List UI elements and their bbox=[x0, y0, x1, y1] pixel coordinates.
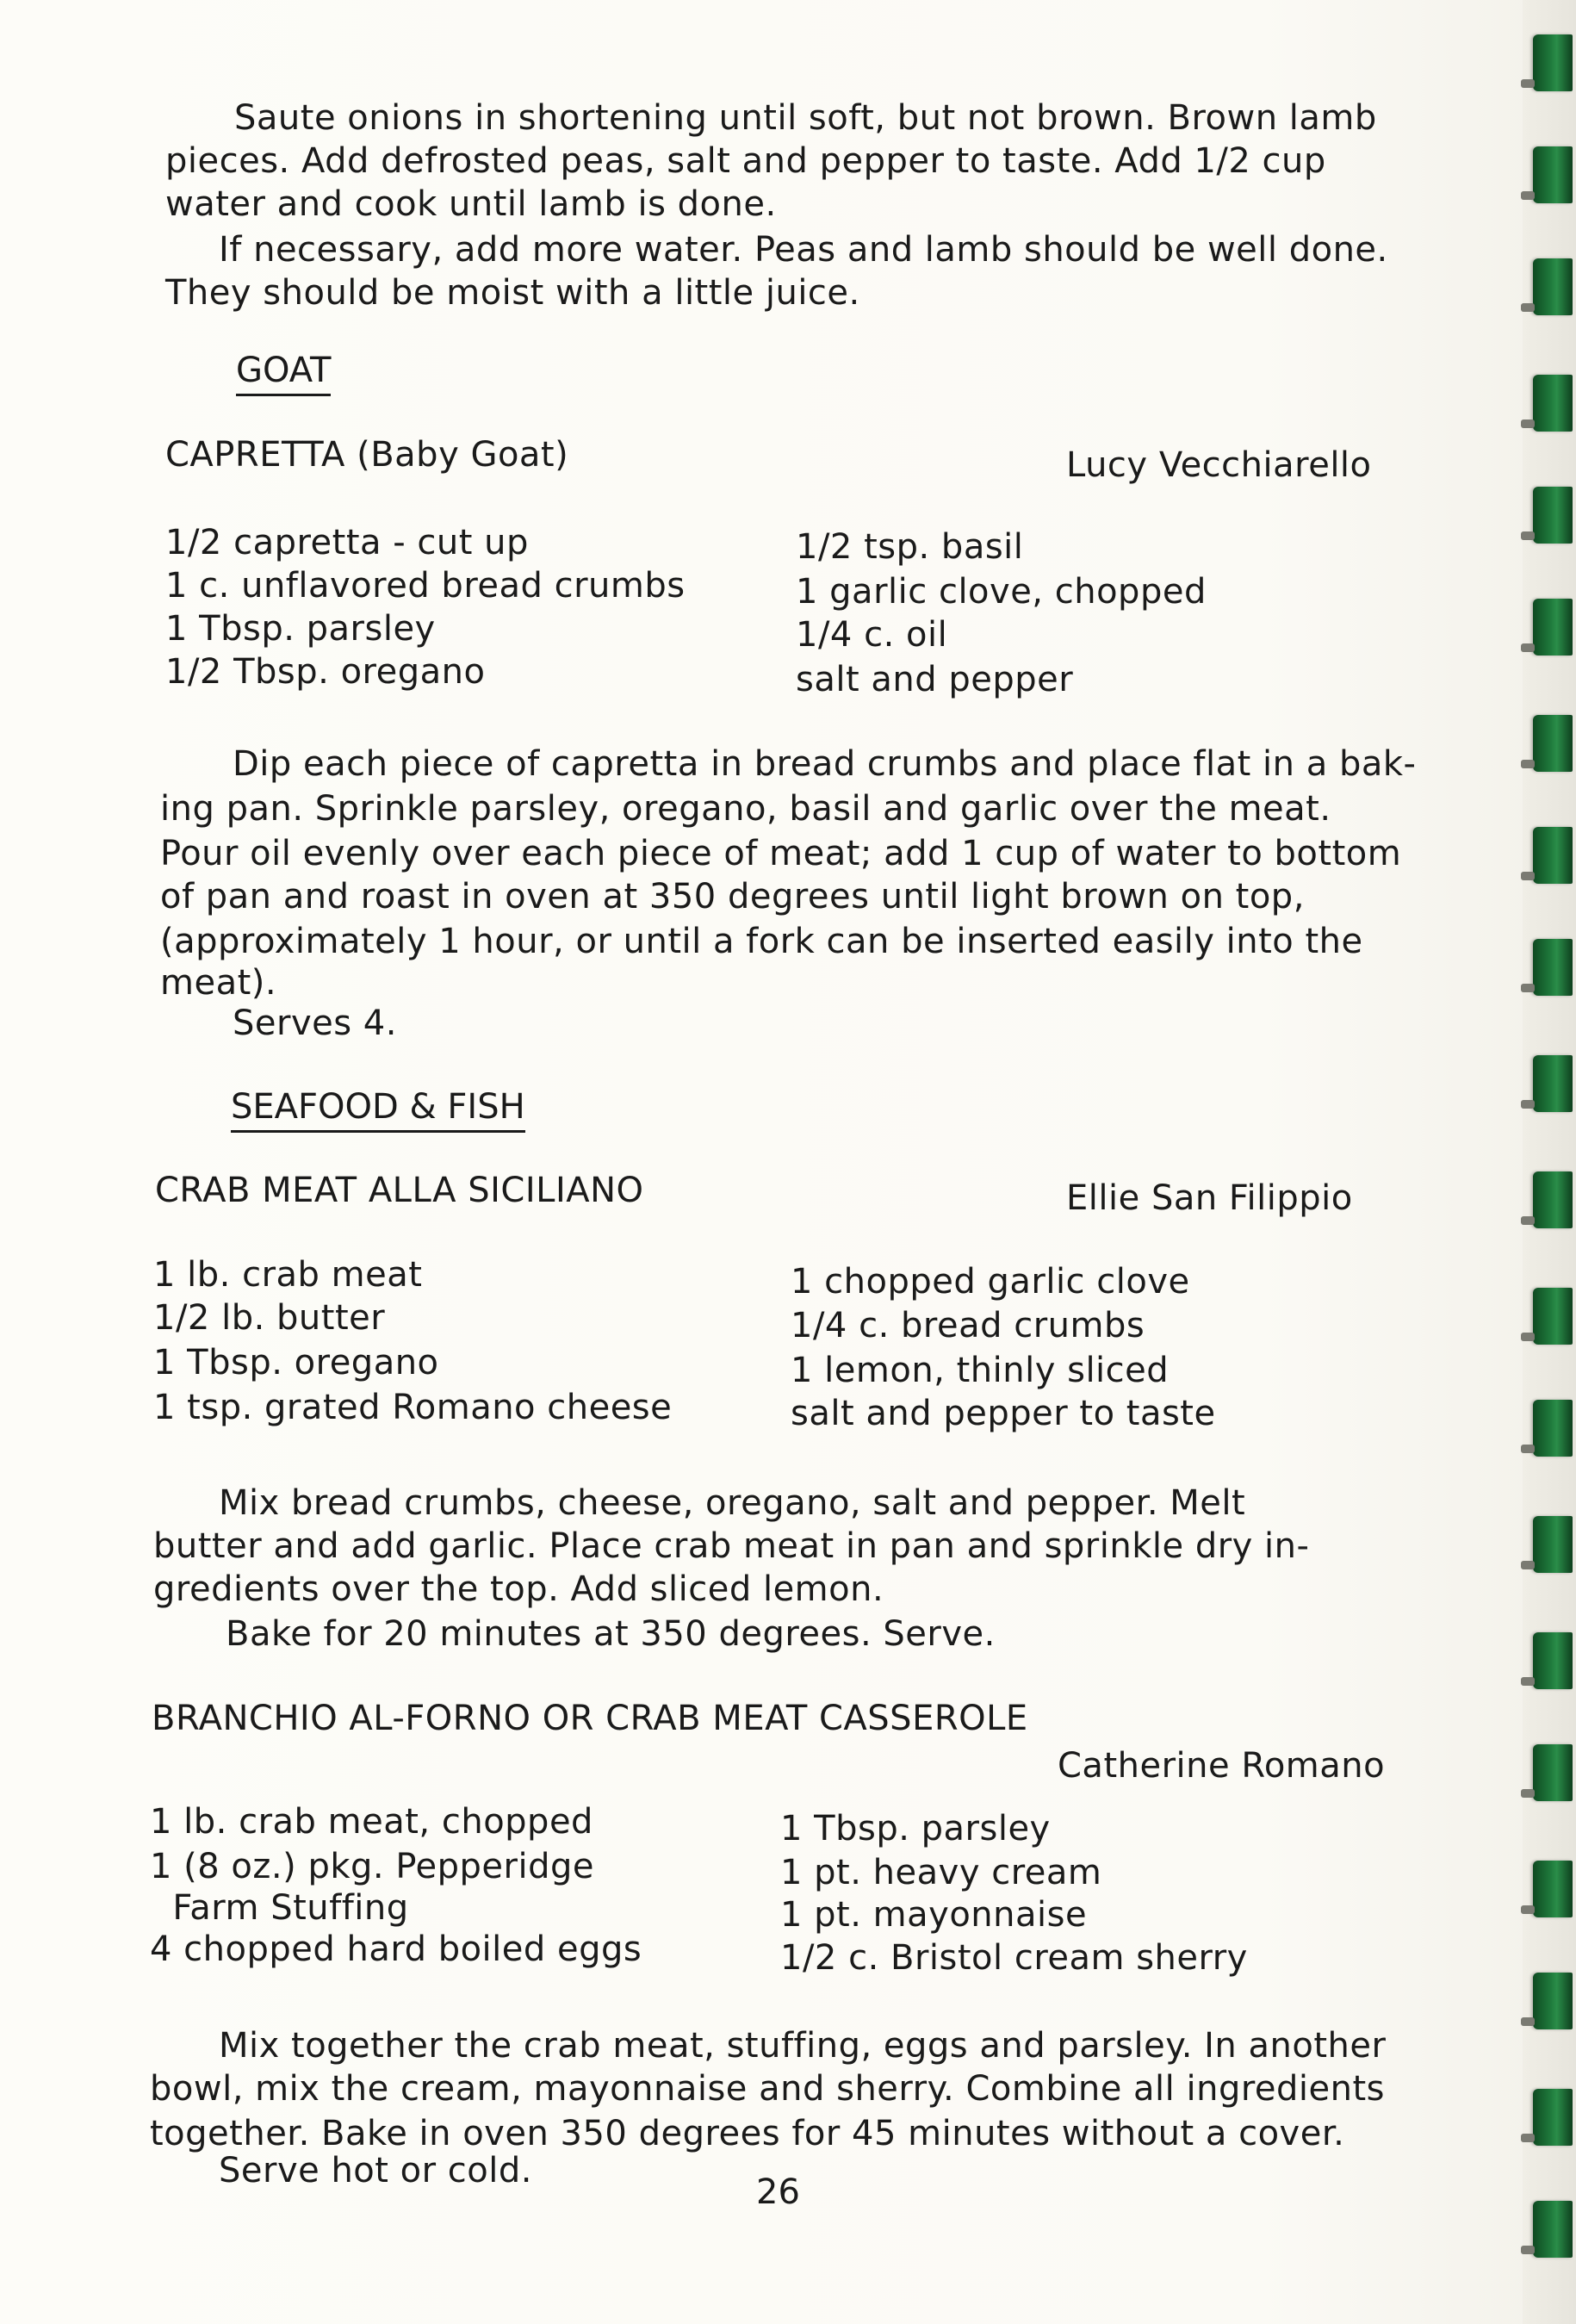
page-number: 26 bbox=[756, 2172, 800, 2212]
coil-ring bbox=[1533, 487, 1573, 544]
directions-line: ing pan. Sprinkle parsley, oregano, basil and garlic over the meat. bbox=[160, 789, 1331, 829]
recipe-author-branchio: Catherine Romano bbox=[1058, 1746, 1386, 1786]
directions-line: Dip each piece of capretta in bread crumbs and place flat in a bak- bbox=[233, 744, 1417, 784]
serve-line: Serve hot or cold. bbox=[219, 2151, 532, 2190]
ingredient-left: 1 (8 oz.) pkg. Pepperidge bbox=[150, 1847, 594, 1886]
section-heading-seafood: SEAFOOD & FISH bbox=[231, 1085, 525, 1133]
recipe-author-capretta: Lucy Vecchiarello bbox=[1066, 445, 1372, 485]
ingredient-left: 1 tsp. grated Romano cheese bbox=[153, 1388, 673, 1427]
ingredient-left: 1/2 Tbsp. oregano bbox=[165, 652, 486, 692]
ingredient-right: 1 pt. mayonnaise bbox=[780, 1895, 1088, 1935]
coil-ring bbox=[1533, 1516, 1573, 1573]
directions-line: together. Bake in oven 350 degrees for 45 minutes without a cover. bbox=[150, 2114, 1345, 2153]
coil-ring bbox=[1533, 599, 1573, 656]
ingredient-right: 1/4 c. bread crumbs bbox=[791, 1306, 1145, 1345]
ingredient-right: salt and pepper bbox=[796, 660, 1074, 699]
ingredient-left: 1/2 lb. butter bbox=[153, 1298, 386, 1338]
coil-ring bbox=[1533, 258, 1573, 315]
coil-ring bbox=[1533, 715, 1573, 772]
intro2-line-1: If necessary, add more water. Peas and lamb should be well done. bbox=[219, 230, 1388, 270]
recipe-author-crab-siciliano: Ellie San Filippio bbox=[1066, 1178, 1353, 1218]
ingredient-left: 1/2 capretta - cut up bbox=[165, 523, 529, 562]
bake-line: Bake for 20 minutes at 350 degrees. Serve. bbox=[226, 1614, 996, 1654]
directions-line: butter and add garlic. Place crab meat in pan and sprinkle dry in- bbox=[153, 1526, 1310, 1566]
coil-ring bbox=[1533, 1744, 1573, 1801]
coil-ring bbox=[1533, 1632, 1573, 1689]
ingredient-right: 1 chopped garlic clove bbox=[791, 1262, 1190, 1302]
directions-line: (approximately 1 hour, or until a fork can be inserted easily into the bbox=[160, 922, 1363, 961]
intro-line-2: pieces. Add defrosted peas, salt and pepper to taste. Add 1/2 cup bbox=[165, 141, 1326, 181]
recipe-title-branchio: BRANCHIO AL-FORNO OR CRAB MEAT CASSEROLE bbox=[152, 1699, 1028, 1738]
intro-line-1: Saute onions in shortening until soft, but not brown. Brown lamb bbox=[234, 98, 1377, 138]
ingredient-right: 1 Tbsp. parsley bbox=[780, 1809, 1051, 1849]
directions-line: Mix together the crab meat, stuffing, eggs and parsley. In another bbox=[219, 2026, 1387, 2066]
coil-ring bbox=[1533, 939, 1573, 996]
coil-ring bbox=[1533, 1400, 1573, 1457]
ingredient-right: salt and pepper to taste bbox=[791, 1394, 1216, 1433]
coil-ring bbox=[1533, 2089, 1573, 2146]
directions-line: of pan and roast in oven at 350 degrees until light brown on top, bbox=[160, 877, 1305, 917]
ingredient-left: 1 Tbsp. oregano bbox=[153, 1343, 439, 1383]
directions-line: gredients over the top. Add sliced lemon. bbox=[153, 1569, 884, 1609]
recipe-title-capretta: CAPRETTA (Baby Goat) bbox=[165, 435, 569, 475]
coil-ring bbox=[1533, 1288, 1573, 1345]
ingredient-left: 1 Tbsp. parsley bbox=[165, 609, 436, 649]
coil-ring bbox=[1533, 2201, 1573, 2258]
ingredient-left: 1 c. unflavored bread crumbs bbox=[165, 566, 686, 606]
directions-line: Mix bread crumbs, cheese, oregano, salt and pepper. Melt bbox=[219, 1483, 1246, 1523]
coil-ring bbox=[1533, 1861, 1573, 1917]
ingredient-left: 4 chopped hard boiled eggs bbox=[150, 1929, 642, 1969]
coil-ring bbox=[1533, 827, 1573, 884]
coil-ring bbox=[1533, 375, 1573, 432]
ingredient-right: 1/2 tsp. basil bbox=[796, 527, 1024, 567]
ingredient-right: 1 pt. heavy cream bbox=[780, 1853, 1102, 1892]
intro-line-3: water and cook until lamb is done. bbox=[165, 184, 777, 224]
ingredient-right: 1 garlic clove, chopped bbox=[796, 572, 1207, 612]
serves-line: Serves 4. bbox=[233, 1004, 397, 1043]
ingredient-right: 1/2 c. Bristol cream sherry bbox=[780, 1938, 1248, 1978]
ingredient-right: 1 lemon, thinly sliced bbox=[791, 1351, 1170, 1390]
recipe-title-crab-siciliano: CRAB MEAT ALLA SICILIANO bbox=[155, 1171, 644, 1210]
ingredient-left: 1 lb. crab meat bbox=[153, 1255, 423, 1295]
coil-ring bbox=[1533, 146, 1573, 203]
spiral-binding bbox=[1523, 0, 1576, 2324]
ingredient-left: Farm Stuffing bbox=[150, 1888, 409, 1928]
coil-ring bbox=[1533, 1171, 1573, 1228]
coil-ring bbox=[1533, 1055, 1573, 1112]
coil-ring bbox=[1533, 1973, 1573, 2029]
directions-line: Pour oil evenly over each piece of meat; add 1 cup of water to bottom bbox=[160, 834, 1402, 873]
section-heading-goat: GOAT bbox=[236, 349, 331, 396]
coil-ring bbox=[1533, 34, 1573, 91]
ingredient-right: 1/4 c. oil bbox=[796, 615, 948, 655]
intro2-line-2: They should be moist with a little juice. bbox=[165, 273, 860, 313]
directions-line: bowl, mix the cream, mayonnaise and sherry. Combine all ingredients bbox=[150, 2069, 1386, 2109]
ingredient-left: 1 lb. crab meat, chopped bbox=[150, 1802, 593, 1842]
directions-line: meat). bbox=[160, 963, 277, 1003]
